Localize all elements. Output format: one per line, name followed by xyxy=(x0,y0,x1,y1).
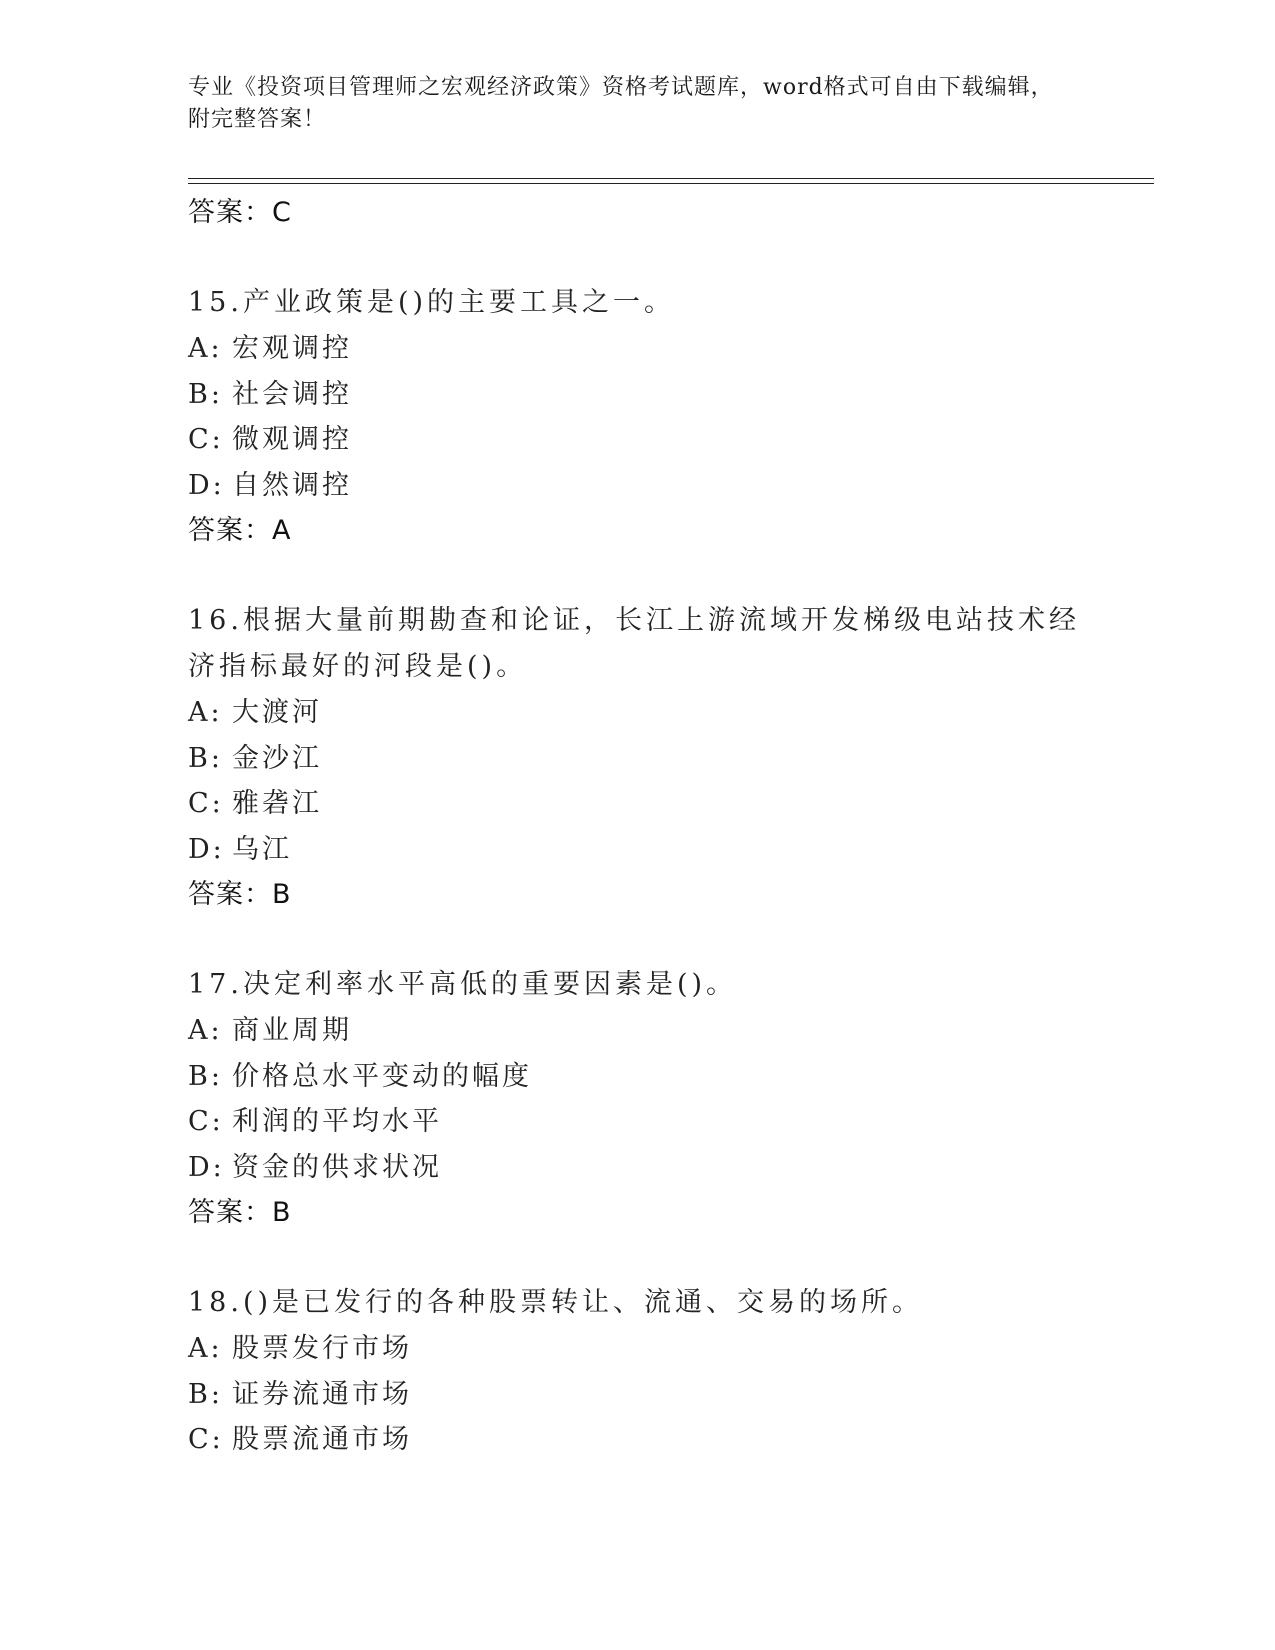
option-letter: B: xyxy=(188,378,223,410)
option-b xyxy=(188,736,1088,782)
answer-line: 答案：A xyxy=(188,515,292,546)
question-block xyxy=(188,598,1088,918)
option-d xyxy=(188,463,1088,509)
option-text: 价格总水平变动的幅度 xyxy=(232,1060,532,1092)
header-rule-bottom xyxy=(188,183,1154,184)
option-letter: C: xyxy=(188,788,224,819)
option-letter: D: xyxy=(188,1151,225,1183)
option-a xyxy=(188,1008,1088,1054)
question-text: 17.决定利率水平高低的重要因素是()。 xyxy=(188,969,738,1000)
option-text: 金沙江 xyxy=(232,742,322,774)
option-text: 股票发行市场 xyxy=(232,1333,412,1364)
question-text: 18.()是已发行的各种股票转让、流通、交易的场所。 xyxy=(188,1287,924,1318)
option-letter: A: xyxy=(188,1015,223,1046)
option-c xyxy=(188,781,1088,827)
answer-line: 答案：B xyxy=(188,1197,292,1228)
answer-line: 答案：B xyxy=(188,879,292,910)
option-text: 股票流通市场 xyxy=(232,1424,412,1455)
option-letter: B: xyxy=(188,1378,223,1410)
option-letter: B: xyxy=(188,742,223,774)
option-text: 大渡河 xyxy=(232,697,322,728)
option-text: 微观调控 xyxy=(232,424,352,455)
question-text: 15.产业政策是()的主要工具之一。 xyxy=(188,287,676,318)
answer-line: 答案：C xyxy=(188,197,292,228)
option-letter: A: xyxy=(188,1333,223,1364)
question-text: 16.根据大量前期勘查和论证，长江上游流域开发梯级电站技术经济指标最好的河段是()。 xyxy=(188,605,1080,682)
option-letter: B: xyxy=(188,1060,223,1092)
option-letter: A: xyxy=(188,697,223,728)
option-a xyxy=(188,690,1088,736)
option-letter: C: xyxy=(188,1106,224,1137)
option-text: 自然调控 xyxy=(232,469,352,501)
option-letter: C: xyxy=(188,424,224,455)
question-block xyxy=(188,1280,1088,1463)
question-list xyxy=(188,190,1088,1463)
option-a xyxy=(188,1326,1088,1372)
option-c xyxy=(188,1099,1088,1145)
option-text: 宏观调控 xyxy=(232,333,352,364)
option-c xyxy=(188,417,1088,463)
option-text: 社会调控 xyxy=(232,378,352,410)
option-b xyxy=(188,1054,1088,1100)
option-letter: D: xyxy=(188,469,225,501)
option-letter: C: xyxy=(188,1424,224,1455)
question-block xyxy=(188,962,1088,1236)
option-text: 乌江 xyxy=(232,833,292,865)
question-block xyxy=(188,280,1088,554)
option-text: 资金的供求状况 xyxy=(232,1151,442,1183)
option-d xyxy=(188,1145,1088,1191)
option-b xyxy=(188,1372,1088,1418)
option-text: 利润的平均水平 xyxy=(232,1106,442,1137)
option-letter: D: xyxy=(188,833,225,865)
option-c xyxy=(188,1417,1088,1463)
option-text: 雅砻江 xyxy=(232,788,322,819)
option-text: 商业周期 xyxy=(232,1015,352,1046)
option-b xyxy=(188,372,1088,418)
option-text: 证券流通市场 xyxy=(232,1378,412,1410)
option-letter: A: xyxy=(188,333,223,364)
document-header: 专业《投资项目管理师之宏观经济政策》资格考试题库，word格式可自由下载编辑，附完整答案！ xyxy=(188,75,1054,132)
header-rule-top xyxy=(188,178,1154,179)
option-d xyxy=(188,827,1088,873)
option-a xyxy=(188,326,1088,372)
